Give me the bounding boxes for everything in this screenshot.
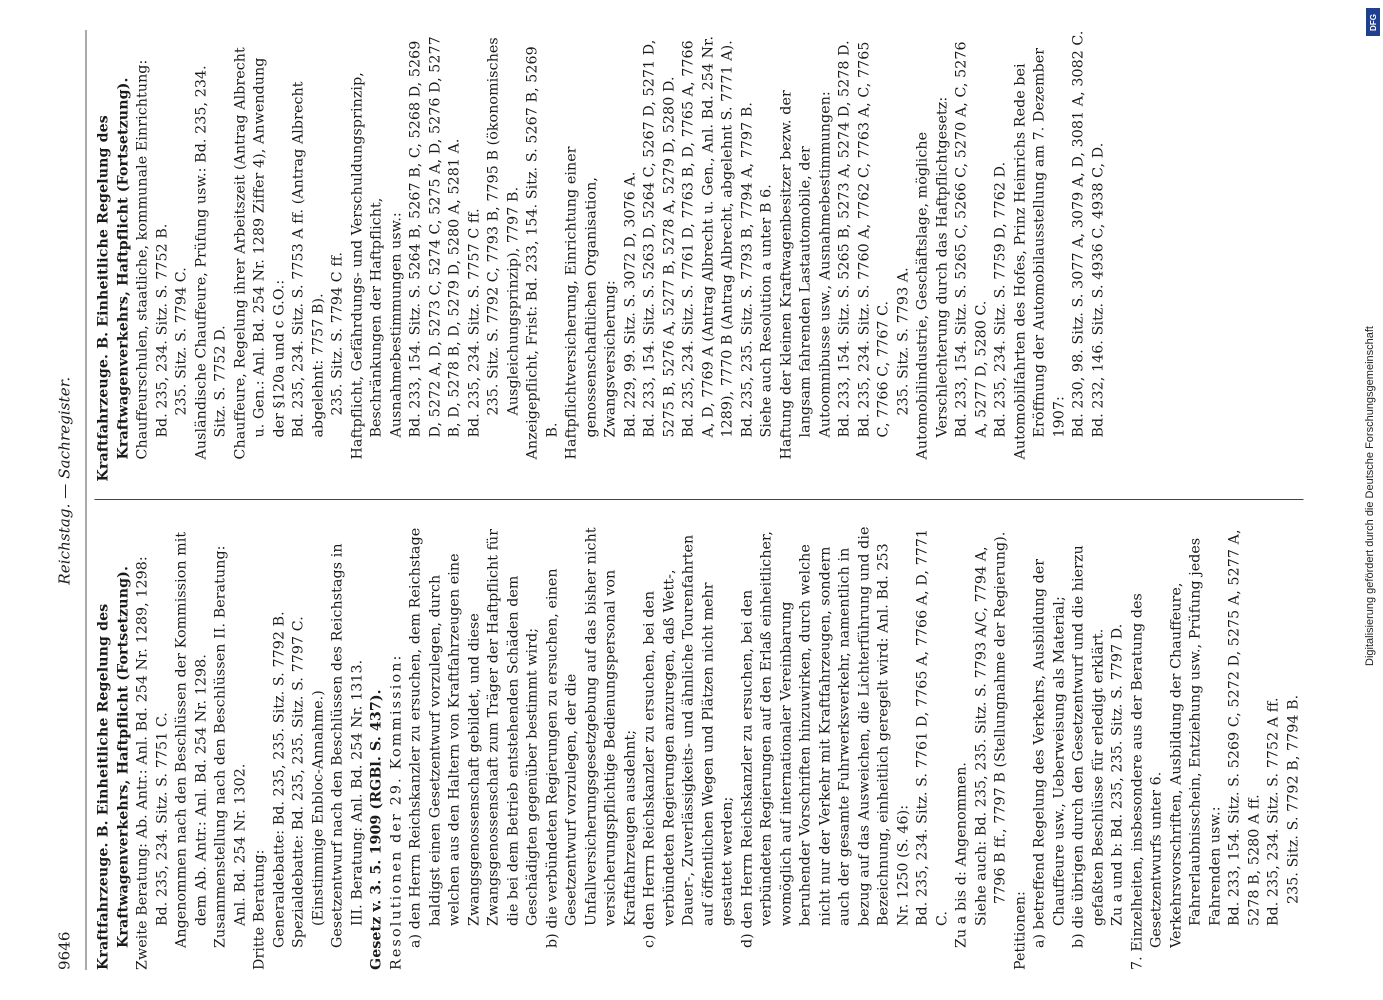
index-entry: Bd. 229, 99. Sitz. S. 3072 D, 3076 A. — [621, 171, 638, 438]
dfg-logo — [1366, 8, 1380, 36]
index-entry: Gesetzentwurf nach den Beschlüssen des Reichstags in III. Beratung: Anl. Bd. 254 Nr. 1313. — [329, 543, 365, 948]
index-entry: b) die übrigen durch den Gesetzentwurf und die hierzu gefaßten Beschlüsse für erledigt erklärt. — [1070, 545, 1106, 948]
index-entry: Bd. 235, 234. Sitz. S. 7752 A ff. — [1265, 697, 1281, 926]
index-entry: Bd. 235, 234. Sitz. S. 7761 D, 7763 B, D, 7765 A, 7766 A, D, 7769 A (Antrag Albrecht u. Gen., Anl. Bd. 254 Nr. 1289), 7770 B (Antrag Albrecht, abgelehnt S. 7771 A). — [680, 35, 735, 438]
index-entry: Chauffeurschulen, staatliche, kommunale Einrichtung: — [134, 59, 150, 460]
digitization-note — [1360, 10, 1380, 990]
index-entry: Angenommen nach den Beschlüssen der Kommission mit dem Ab. Antr.: Anl. Bd. 254 Nr. 1298. — [173, 531, 209, 948]
index-entry: Bd. 232, 146. Sitz. S. 4936 C, 4938 C, D. — [1089, 142, 1106, 438]
index-entry: Zweite Beratung: Ab. Antr.: Anl. Bd. 254 Nr. 1289, 1298: — [134, 556, 150, 970]
index-entry: Zu a und b: Bd. 235, 235. Sitz. S. 7797 D. — [1109, 623, 1125, 926]
document-page — [55, 30, 1355, 970]
index-entry: 235. Sitz. S. 7793 A. — [894, 267, 911, 416]
index-entry: a) den Herrn Reichskanzler zu ersuchen, dem Reichstage baldigst einen Gesetzentwurf vorzulegen, durch welchen aus den Haltern von Kraftfahrzeugen eine Zwangsgenossenschaft gebildet, und diese Zwangsgenossenschaft zum Träger der Haftpflicht für die bei dem Betrieb entstehenden Schäden dem Geschädigten gegenüber bestimmt wird; — [407, 527, 540, 948]
index-entry: Dritte Beratung: — [251, 849, 267, 970]
index-entry: Bd. 235, 234. Sitz. S. 7759 D, 7762 D. — [992, 161, 1008, 438]
index-entry: Resolutionen der 29. Kommission: — [387, 653, 404, 970]
index-entry: Ausländische Chauffeure, Prüfung usw.: Bd. 235, 234. Sitz. S. 7752 D. — [192, 65, 228, 460]
index-entry: 235. Sitz. S. 7792 C, 7793 B, 7795 B (ökonomisches Ausgleichungsprinzip), 7797 B. — [485, 37, 521, 416]
index-entry: Zusammenstellung nach den Beschlüssen II. Beratung: Anl. Bd. 254 Nr. 1302. — [212, 545, 248, 948]
index-entry: Haftpflicht, Gefährdungs- und Verschuldungsprinzip, Beschränkungen der Haftpflicht, Ausnahmebestimmungen usw.: — [348, 72, 404, 460]
index-entry: Bd. 233, 154. Sitz. S. 5265 B, 5273 A, 5274 D, 5278 D. — [836, 40, 852, 438]
index-entry: Siehe auch: Bd. 235, 235. Sitz. S. 7793 A/C, 7794 A, 7796 B ff., 7797 B (Stellungnahme der Regierung). — [972, 531, 1008, 926]
index-entry: 7. Einzelheiten, insbesondere aus der Beratung des Gesetzentwurfs unter 6. — [1128, 593, 1164, 970]
dfg-logo-text: DFG — [1368, 13, 1378, 31]
text-columns — [94, 30, 1303, 970]
index-entry: 235. Sitz. S. 7792 B, 7794 B. — [1284, 694, 1301, 904]
index-entry: Anzeigepflicht, Frist: Bd. 233, 154. Sitz. S. 5267 B, 5269 B. — [524, 46, 560, 460]
index-entry: Automobilindustrie, Geschäftslage, mögliche Verschlechterung durch das Haftpflichtgesetz: — [914, 96, 950, 460]
index-entry: a) betreffend Regelung des Verkehrs, Ausbildung der Chauffeure usw., Ueberweisung als Material; — [1031, 558, 1067, 948]
index-entry: Verkehrsvorschriften, Ausbildung der Chauffeure, Fahrerlaubnisschein, Entziehung usw., Prüfung jedes Fahrenden usw.: — [1167, 537, 1223, 948]
index-entry: Bd. 233, 154. Sitz. S. 5264 B, 5267 B, C, 5268 D, 5269 D, 5272 A, D, 5273 C, 5274 C, 5275 A, D, 5276 D, 5277 B, D, 5278 B, D, 5279 D, 5280 A, 5281 A. — [407, 36, 462, 438]
index-entry: Generaldebatte: Bd. 235, 235. Sitz. S. 7792 B. — [270, 611, 287, 948]
index-entry: Bd. 235, 234. Sitz. S. 7753 A ff. (Antrag Albrecht abgelehnt: 7757 B). — [290, 81, 326, 438]
index-entry: Haftpflichtversicherung, Einrichtung einer genossenschaftlichen Organisation, Zwangsversicherung: — [563, 146, 618, 460]
index-entry: Spezialdebatte: Bd. 235, 235. Sitz. S. 7797 C. (Einstimmige Enbloc-Annahme.) — [290, 616, 326, 948]
index-entry: Petitionen: — [1011, 891, 1028, 970]
index-entry: Bd. 233, 154. Sitz. S. 5269 C, 5272 D, 5275 A, 5277 A, 5278 B, 5280 A ff. — [1226, 529, 1262, 926]
page-header — [55, 30, 86, 970]
index-entry: Chauffeure, Regelung ihrer Arbeitszeit (Antrag Albrecht u. Gen.: Anl. Bd. 254 Nr. 1289 Ziffer 4), Anwendung der §120a und c G.O.: — [231, 47, 287, 460]
index-entry: Bd. 230, 98. Sitz. S. 3077 A, 3079 A, D, 3081 A, 3082 C. — [1070, 30, 1086, 438]
index-entry: c) den Herrn Reichskanzler zu ersuchen, bei den verbündeten Regierungen anzuregen, daß Wett-, Dauer-, Zuverlässigkeits- und ähnliche Tourenfahrten auf öffentlichen Wegen und Plätzen nicht mehr gestattet werden; — [641, 534, 735, 948]
index-entry: b) die verbündeten Regierungen zu ersuchen, einen Gesetzentwurf vorzulegen, der die Unfallversicherungsgesetzgebung auf das bisher nicht versicherungspflichtige Bedienungspersonal von Kraftfahrzeugen ausdehnt; — [543, 527, 638, 948]
index-entry: Bd. 233, 154. Sitz. S. 5265 C, 5266 C, 5270 A, C, 5276 A, 5277 D, 5280 C. — [953, 41, 989, 438]
index-entry: 235. Sitz. S. 7794 C ff. — [329, 251, 345, 416]
index-entry: Kraftfahrzeuge. B. Einheitliche Regelung des Kraftwagenverkehrs, Haftpflicht (Fortsetzung). — [95, 565, 131, 970]
index-entry: Haftung der kleinen Kraftwagenbesitzer bezw. der langsam fahrenden Lastautomobile, der Autoomnibusse usw., Ausnahmebestimmungen: — [777, 90, 833, 460]
index-entry: Bd. 235, 234. Sitz. S. 7761 D, 7765 A, 7766 A, D, 7771 C. — [914, 528, 950, 926]
index-entry: Bd. 235, 234. Sitz. S. 7757 C ff. — [465, 208, 482, 438]
index-entry: Bd. 235, 234. Sitz. S. 7751 C. — [153, 712, 170, 926]
page-number: 9646 — [55, 931, 73, 970]
index-entry: 235. Sitz. S. 7794 C. — [173, 267, 189, 416]
running-title: Reichstag. — Sachregister. — [55, 376, 73, 585]
index-entry: Kraftfahrzeuge. B. Einheitliche Regelung des Kraftwagenverkehrs, Haftpflicht (Fortsetzung). — [95, 77, 131, 482]
index-entry: Bd. 235, 234. Sitz. S. 7752 B. — [153, 223, 170, 438]
index-entry: Bd. 235, 234. Sitz. S. 7760 A, 7762 C, 7763 A, C, 7765 C, 7766 C, 7767 C. — [855, 41, 891, 438]
left-column — [94, 501, 1303, 971]
index-entry: Siehe auch Resolution a unter B 6. — [758, 184, 774, 438]
index-entry: Bd. 235, 235. Sitz. S. 7793 B, 7794 A, 7797 B. — [738, 101, 755, 438]
index-entry: Gesetz v. 3. 5. 1909 (RGBl. S. 437). — [368, 689, 384, 970]
index-entry: Bd. 233, 154. Sitz. S. 5263 D, 5264 C, 5267 D, 5271 D, 5275 B, 5276 A, 5277 B, 5278 A, 5279 D, 5280 D. — [641, 39, 677, 438]
digitization-note-text: Digitalisierung gefördert durch die Deutsche Forschungsgemeinschaft — [1364, 326, 1376, 666]
right-column — [94, 30, 1303, 501]
index-entry: d) den Herrn Reichskanzler zu ersuchen, bei den verbündeten Regierungen auf den Erlaß einheitlicher, womöglich auf internationaler Vereinbarung beruhender Vorschriften hinzuwirken, durch welche nicht nur der Verkehr mit Kraftfahrzeugen, sondern auch der gesamte Fuhrwerksverkehr, namentlich in bezug auf das Ausweichen, die Lichterführung und die Bezeichnung, einheitlich geregelt wird: Anl. Bd. 253 Nr. 1250 (S. 46): — [738, 526, 911, 948]
index-entry: Automobilfahrten des Hofes, Prinz Heinrichs Rede bei Eröffnung der Automobilausstellung am 7. Dezember 1907: — [1011, 47, 1067, 460]
index-entry: Zu a bis d: Angenommen. — [953, 761, 969, 948]
